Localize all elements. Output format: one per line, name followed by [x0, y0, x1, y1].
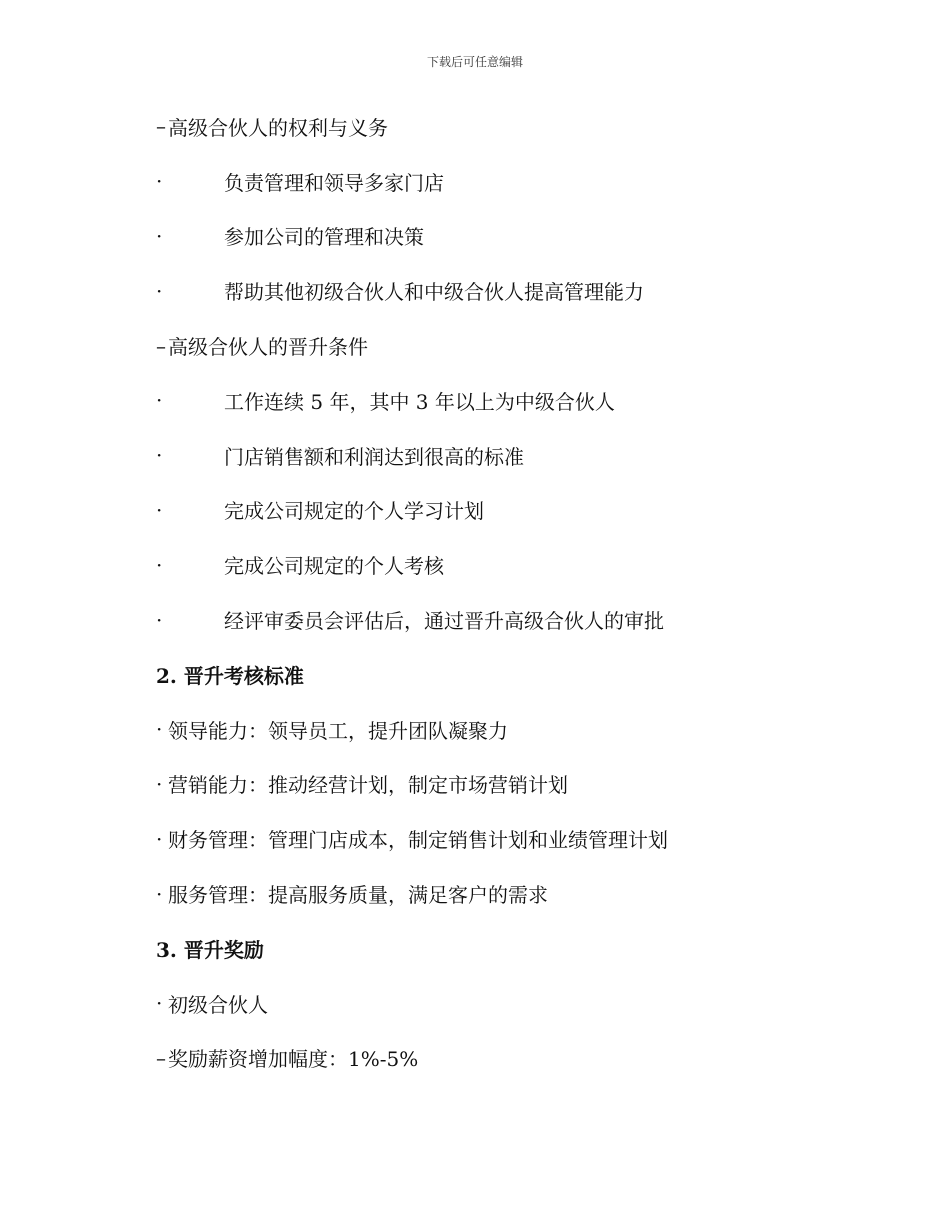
line-text: 完成公司规定的个人学习计划 [224, 499, 484, 524]
bullet-item [156, 154, 796, 209]
line-text: 领导能力：领导员工，提升团队凝聚力 [168, 718, 508, 743]
bullet-item [156, 209, 796, 264]
heading-text: 2. 晋升考核标准 [156, 663, 304, 688]
bullet-mark: · [156, 388, 163, 413]
bullet-mark: · [156, 717, 163, 742]
line-text: 奖励薪资增加幅度：1%-5% [168, 1047, 419, 1072]
list-item [156, 866, 796, 921]
list-item [156, 757, 796, 812]
bullet-mark: · [156, 991, 163, 1016]
dash-mark: – [156, 114, 166, 139]
list-item [156, 811, 796, 866]
line-text: 财务管理：管理门店成本，制定销售计划和业绩管理计划 [168, 828, 668, 853]
subsection-line [156, 99, 796, 154]
page-header [0, 54, 950, 70]
document-body [156, 99, 796, 1085]
bullet-item [156, 373, 796, 428]
line-text: 营销能力：推动经营计划，制定市场营销计划 [168, 773, 568, 798]
bullet-mark: · [156, 443, 163, 468]
line-text: 帮助其他初级合伙人和中级合伙人提高管理能力 [224, 280, 644, 305]
dash-mark: – [156, 333, 166, 358]
bullet-item [156, 537, 796, 592]
line-text: 高级合伙人的晋升条件 [168, 335, 368, 360]
bullet-mark: · [156, 607, 163, 632]
header-text: 下载后可任意编辑 [426, 55, 523, 69]
line-text: 参加公司的管理和决策 [224, 225, 424, 250]
line-text: 负责管理和领导多家门店 [224, 170, 444, 195]
line-text: 工作连续 5 年，其中 3 年以上为中级合伙人 [224, 389, 615, 414]
bullet-mark: · [156, 169, 163, 194]
heading-text: 3. 晋升奖励 [156, 937, 264, 962]
bullet-mark: · [156, 278, 163, 303]
subsection-line [156, 1031, 796, 1086]
subsection-line [156, 318, 796, 373]
bullet-item [156, 483, 796, 538]
line-text: 门店销售额和利润达到很高的标准 [224, 444, 524, 469]
section-heading [156, 921, 796, 976]
bullet-mark: · [156, 881, 163, 906]
bullet-item [156, 428, 796, 483]
bullet-mark: · [156, 826, 163, 851]
line-text: 高级合伙人的权利与义务 [168, 115, 388, 140]
list-item [156, 702, 796, 757]
bullet-item [156, 592, 796, 647]
bullet-mark: · [156, 771, 163, 796]
list-item [156, 976, 796, 1031]
dash-mark: – [156, 1045, 166, 1070]
line-text: 服务管理：提高服务质量，满足客户的需求 [168, 883, 548, 908]
bullet-mark: · [156, 497, 163, 522]
bullet-item [156, 263, 796, 318]
line-text: 经评审委员会评估后，通过晋升高级合伙人的审批 [224, 609, 664, 634]
bullet-mark: · [156, 223, 163, 248]
bullet-mark: · [156, 552, 163, 577]
section-heading [156, 647, 796, 702]
line-text: 完成公司规定的个人考核 [224, 554, 444, 579]
line-text: 初级合伙人 [168, 992, 268, 1017]
